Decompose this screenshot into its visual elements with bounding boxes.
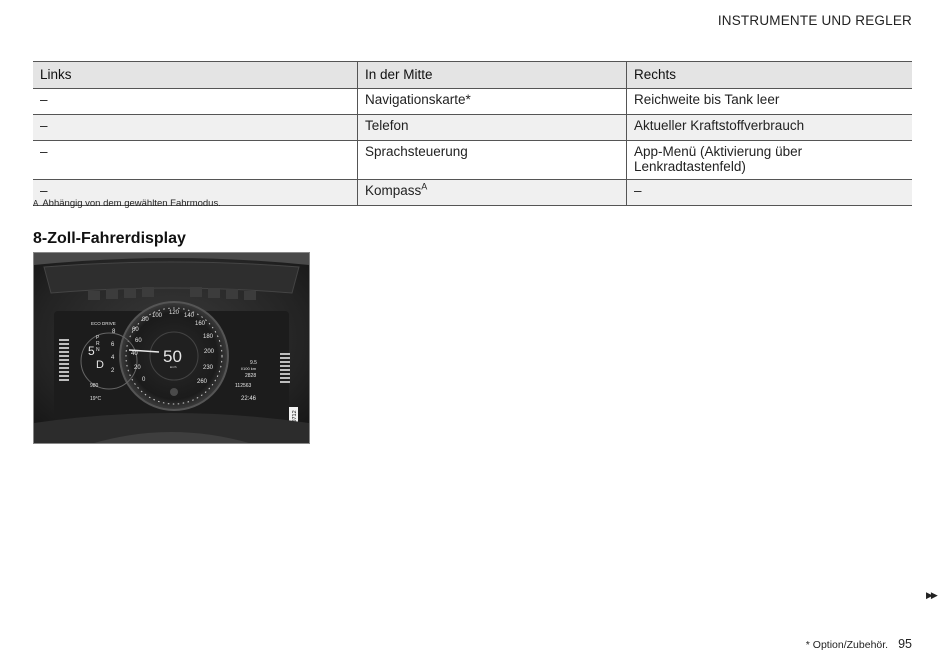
gauge-label: 5 (88, 344, 95, 358)
cell-middle (358, 115, 627, 141)
gauge-label: 80 (142, 317, 149, 323)
gauge-label: ECO DRIVE (91, 321, 116, 326)
table-footnote (33, 198, 221, 209)
gauge-label: 160 (195, 321, 206, 327)
cell-right: – (627, 180, 913, 206)
cell-middle-text: Sprachsteuerung (365, 144, 468, 159)
gauge-label: N (96, 347, 100, 353)
gauge-label: 40 (131, 351, 138, 357)
cell-middle (358, 141, 627, 180)
gauge-label: 50 (163, 347, 182, 366)
cell-middle-text: Kompass (365, 183, 422, 198)
page-number: 95 (898, 637, 912, 651)
gauge-label: 22:46 (241, 396, 257, 402)
gauge-label: 120 (169, 310, 180, 316)
driver-display-photo (33, 252, 310, 444)
gauge-label: 100 (152, 313, 163, 319)
option-note: * Option/Zubehör. (805, 639, 889, 651)
table-row (33, 141, 912, 180)
gauge-label: 20 (134, 365, 141, 371)
section-title: 8-Zoll-Fahrerdisplay (33, 230, 186, 247)
cell-middle (358, 89, 627, 115)
gauge-label: R (96, 341, 100, 347)
gauge-label: 0 (142, 377, 146, 383)
column-header-left: Links (33, 62, 358, 89)
cell-middle-text: Navigationskarte* (365, 92, 471, 107)
cell-left: – (33, 141, 358, 180)
continue-icon: ▶▶ (926, 590, 936, 600)
gauge-label: P (96, 335, 100, 341)
gauge-label: 6 (111, 342, 115, 348)
table-row (33, 115, 912, 141)
column-header-middle: In der Mitte (358, 62, 627, 89)
gauge-label: D (96, 359, 104, 371)
footnote-mark: A (33, 199, 39, 208)
gauge-label: 9.5 (250, 360, 257, 366)
gauge-label: 140 (184, 313, 195, 319)
gauge-label: 60 (135, 338, 142, 344)
table-header-row (33, 62, 912, 89)
gauge-label: 112563 (235, 383, 252, 389)
cell-right: App-Menü (Aktivierung über Lenkradtastenfeld) (627, 141, 913, 180)
cell-right: Aktueller Kraftstoffverbrauch (627, 115, 913, 141)
gauge-label: 200 (204, 349, 215, 355)
page-footer (806, 637, 912, 651)
cell-left: – (33, 89, 358, 115)
column-header-right: Rechts (627, 62, 913, 89)
cell-middle (358, 180, 627, 206)
gauge-label: l/100 km (241, 366, 257, 371)
cell-middle-text: Telefon (365, 118, 409, 133)
gauge-label: 4 (111, 355, 115, 361)
driver-display-illustration (34, 253, 309, 443)
gauge-label: 980 (90, 383, 99, 389)
gauge-label: 180 (203, 334, 214, 340)
gauge-label: 2 (111, 368, 115, 374)
cell-left: – (33, 180, 358, 206)
footnote-text: Abhängig von dem gewählten Fahrmodus. (42, 198, 221, 209)
cell-right: Reichweite bis Tank leer (627, 89, 913, 115)
running-header: INSTRUMENTE UND REGLER (717, 13, 912, 28)
cell-left: – (33, 115, 358, 141)
gauge-label: 60 (132, 327, 139, 333)
gauge-label: 19°C (90, 396, 102, 402)
gauge-label: 8 (112, 329, 116, 335)
gauge-label: km/h (170, 365, 177, 369)
gauge-label: 2828 (245, 373, 257, 379)
gauge-label: 230 (203, 365, 214, 371)
display-options-table (33, 61, 912, 206)
footnote-ref: A (421, 181, 428, 192)
table-row (33, 89, 912, 115)
gauge-label: 260 (197, 379, 208, 385)
